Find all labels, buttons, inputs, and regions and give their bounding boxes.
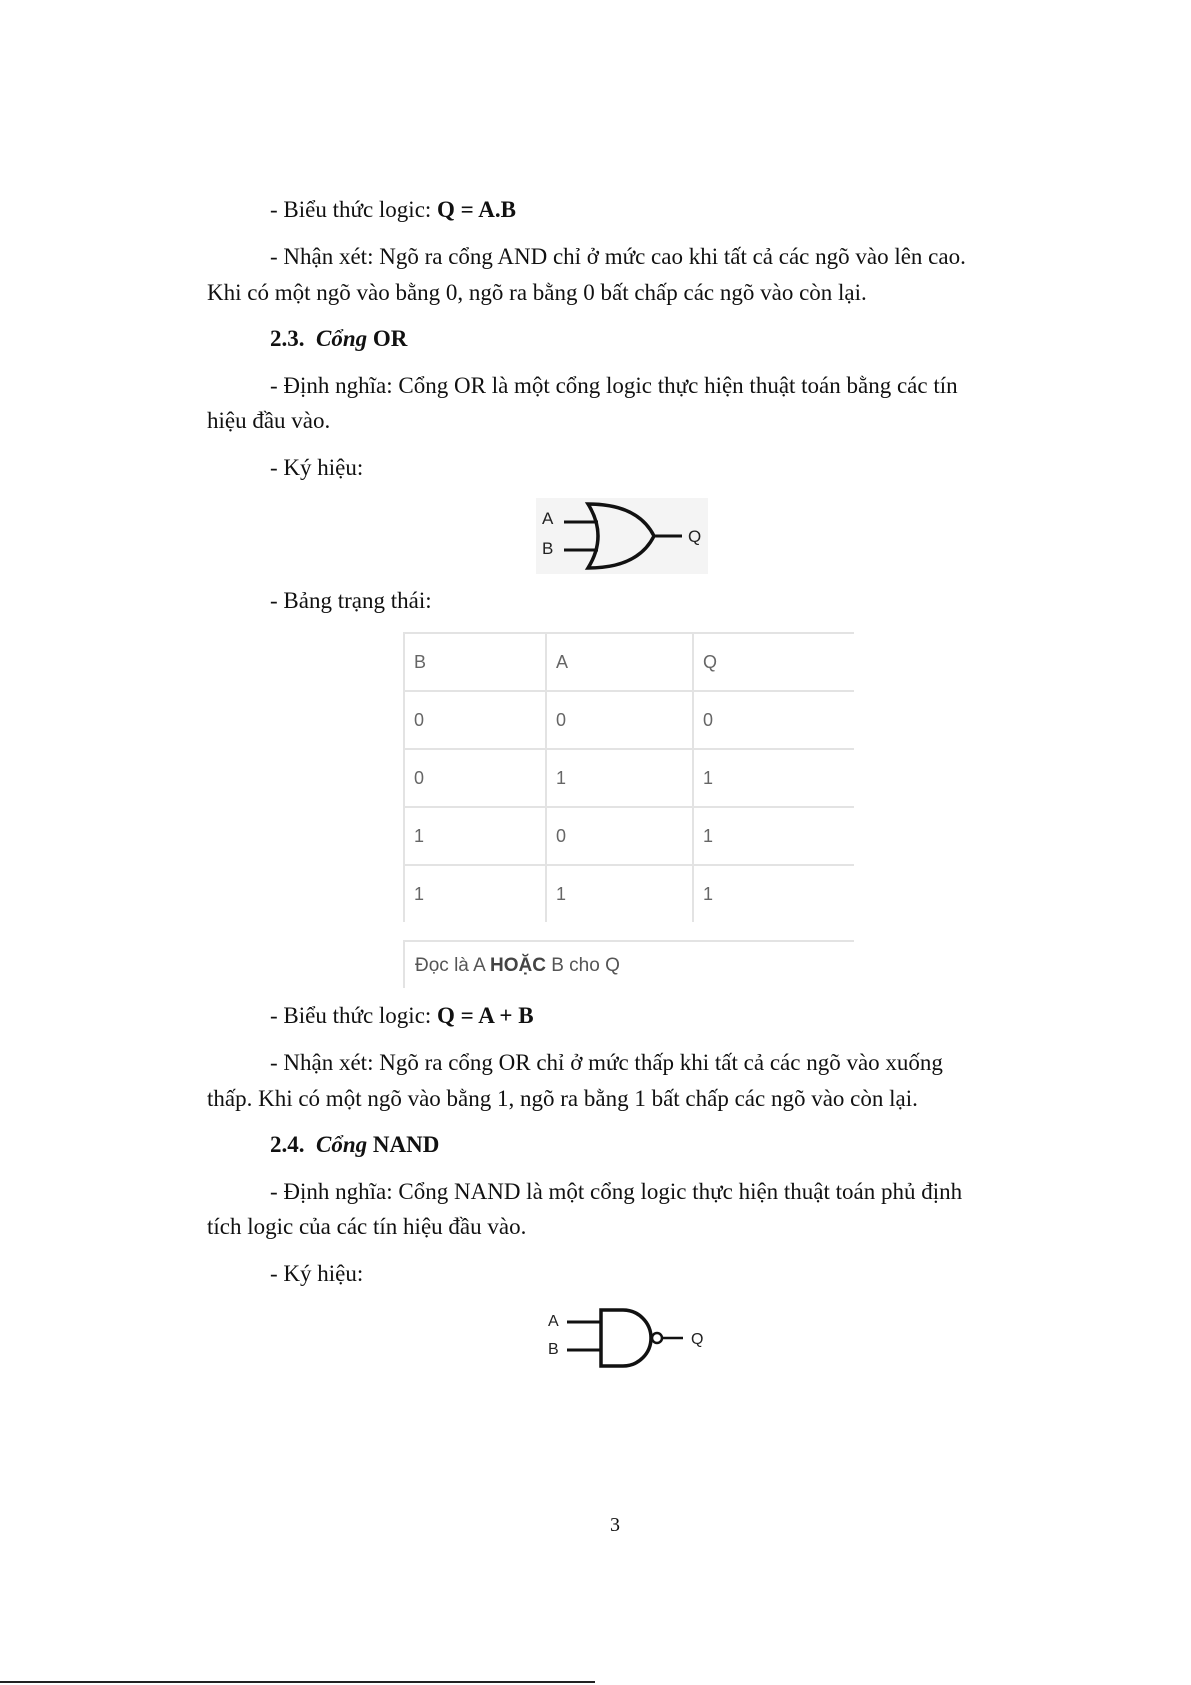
table-row — [404, 807, 854, 865]
and-remark-line2: Khi có một ngõ vào bằng 0, ngõ ra bằng 0 bất chấp các ngõ vào còn lại. — [207, 280, 867, 305]
nand-heading — [270, 1128, 439, 1162]
or-table-label: - Bảng trạng thái: — [270, 588, 432, 613]
table-cell: 1 — [546, 865, 693, 922]
nand-gate-symbol — [545, 1304, 715, 1376]
heading-name: OR — [372, 326, 408, 351]
or-truth-table — [403, 632, 854, 922]
or-symbol-label: - Ký hiệu: — [270, 455, 364, 480]
table-cell: 0 — [404, 691, 546, 749]
table-header-cell: A — [546, 633, 693, 691]
and-expression-line — [270, 193, 516, 227]
caption-suffix: B cho Q — [545, 955, 620, 976]
or-gate-label-a: A — [542, 509, 554, 528]
or-expression: Q = A + B — [437, 1003, 534, 1028]
table-row — [404, 691, 854, 749]
table-cell: 0 — [693, 691, 854, 749]
table-header-cell: Q — [693, 633, 854, 691]
or-gate-symbol — [536, 498, 708, 574]
table-cell: 0 — [546, 807, 693, 865]
or-expression-line — [270, 999, 534, 1033]
caption-strong: HOẶC — [490, 955, 546, 976]
caption-prefix: Đọc là A — [415, 955, 490, 976]
expression-label: - Biểu thức logic: — [270, 197, 438, 222]
or-table-caption — [403, 940, 854, 988]
table-cell: 0 — [404, 749, 546, 807]
table-cell: 1 — [546, 749, 693, 807]
or-definition-line1: - Định nghĩa: Cổng OR là một cổng logic thực hiện thuật toán bằng các tín — [270, 373, 958, 398]
heading-italic: Cổng — [316, 326, 368, 351]
table-cell: 0 — [546, 691, 693, 749]
table-header-row — [404, 633, 854, 691]
heading-name: NAND — [372, 1132, 440, 1157]
nand-gate-label-q: Q — [691, 1331, 704, 1348]
nand-gate-icon — [545, 1304, 715, 1376]
nand-symbol-label: - Ký hiệu: — [270, 1261, 364, 1286]
table-cell: 1 — [693, 749, 854, 807]
or-gate-label-b: B — [542, 539, 554, 558]
table-row — [404, 749, 854, 807]
table-cell: 1 — [693, 807, 854, 865]
nand-gate-label-a: A — [548, 1313, 559, 1330]
nand-definition-line1: - Định nghĩa: Cổng NAND là một cổng logic thực hiện thuật toán phủ định — [270, 1179, 963, 1204]
footer-rule — [0, 1681, 595, 1683]
nand-definition-line2: tích logic của các tín hiệu đầu vào. — [207, 1214, 527, 1239]
heading-number: 2.4. — [270, 1132, 305, 1157]
or-heading — [270, 322, 407, 356]
expression-label: - Biểu thức logic: — [270, 1003, 438, 1028]
table-cell: 1 — [693, 865, 854, 922]
table-header-cell: B — [404, 633, 546, 691]
table-cell: 1 — [404, 865, 546, 922]
nand-gate-label-b: B — [548, 1341, 559, 1358]
table-cell: 1 — [404, 807, 546, 865]
or-definition-line2: hiệu đầu vào. — [207, 408, 331, 433]
and-expression: Q = A.B — [437, 197, 516, 222]
heading-italic: Cổng — [316, 1132, 368, 1157]
or-gate-label-q: Q — [688, 527, 702, 546]
page-number: 3 — [610, 1514, 620, 1536]
or-remark-line1: - Nhận xét: Ngõ ra cổng OR chỉ ở mức thấp khi tất cả các ngõ vào xuống — [270, 1050, 943, 1075]
or-remark-line2: thấp. Khi có một ngõ vào bằng 1, ngõ ra bằng 1 bất chấp các ngõ vào còn lại. — [207, 1086, 918, 1111]
table-row — [404, 865, 854, 922]
or-gate-icon — [536, 498, 708, 574]
and-remark-line1: - Nhận xét: Ngõ ra cổng AND chỉ ở mức cao khi tất cả các ngõ vào lên cao. — [270, 244, 966, 269]
heading-number: 2.3. — [270, 326, 305, 351]
